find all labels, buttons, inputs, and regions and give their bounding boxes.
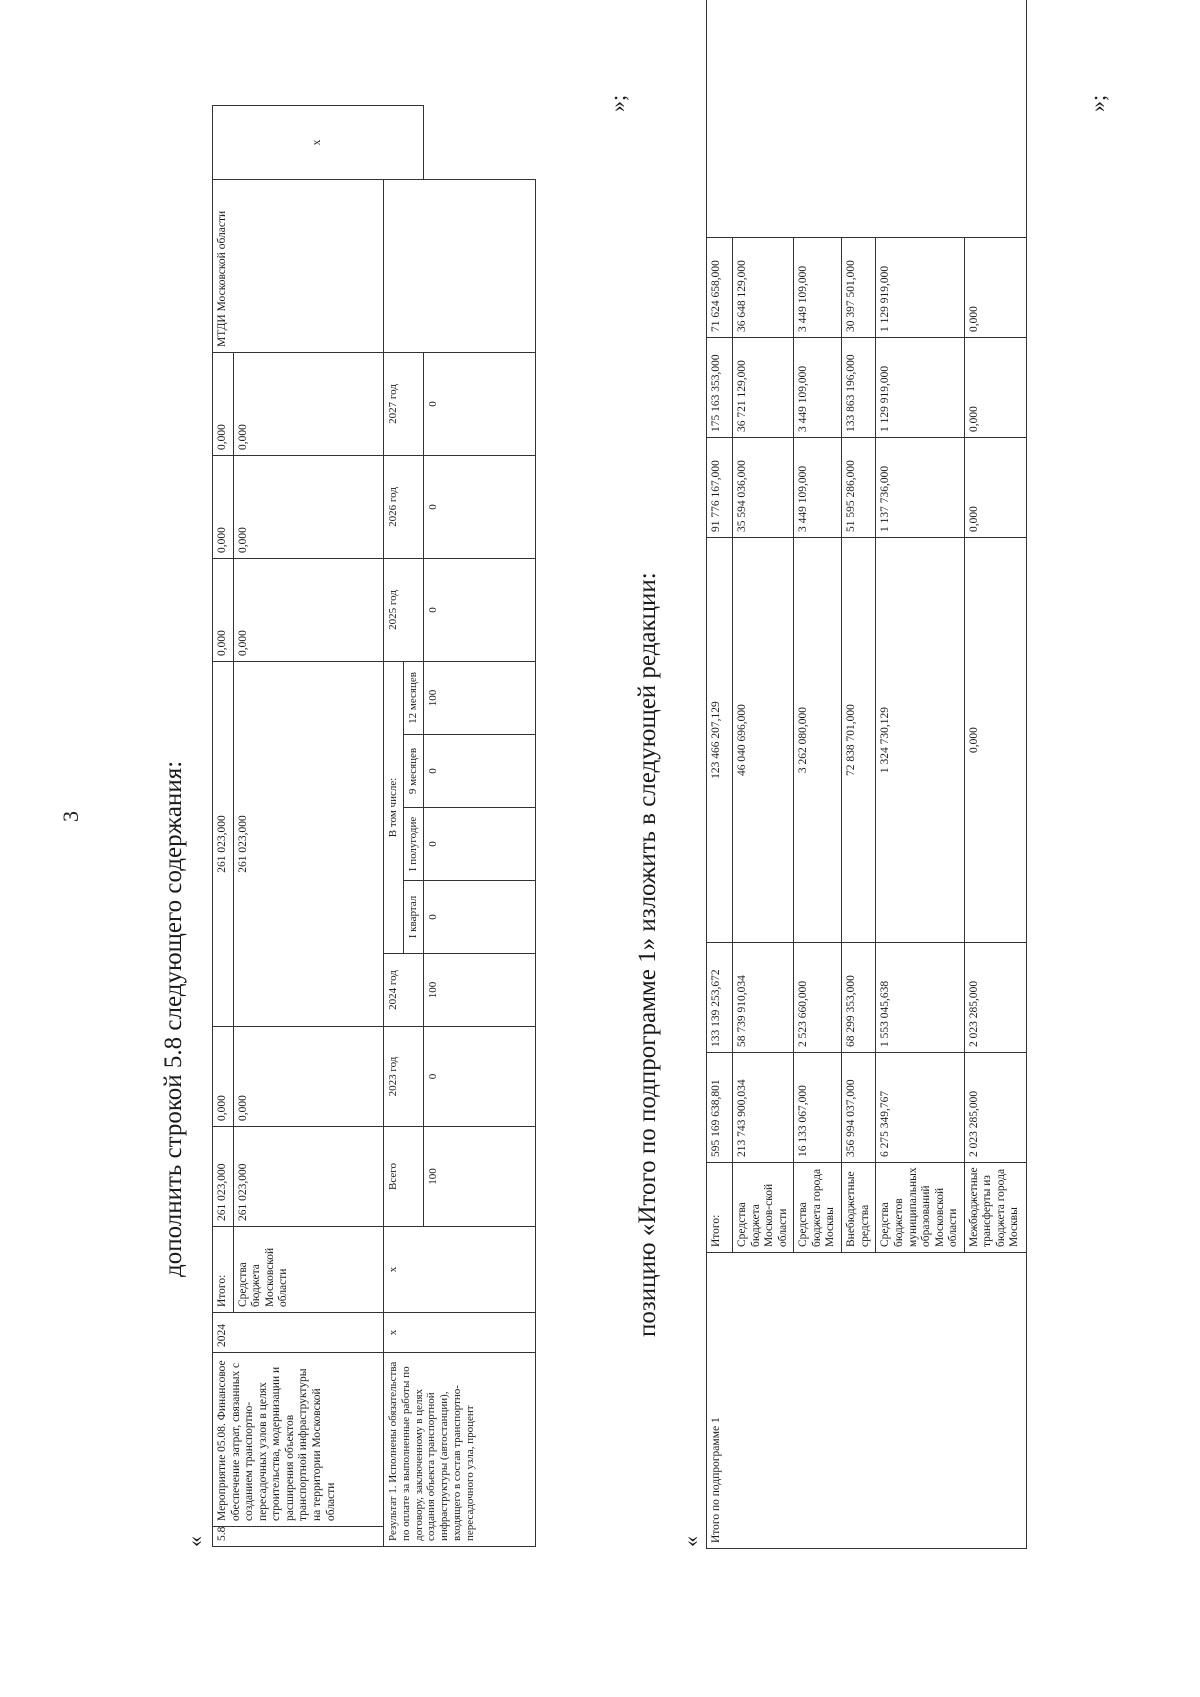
total-label: Итого: (213, 1227, 234, 1313)
hdr-total: Всего (383, 1127, 423, 1227)
subprogram-total-table (706, 0, 1027, 1549)
value-2027: 0,000 (964, 238, 1026, 338)
src-2024: 261 023,000 (233, 661, 383, 1026)
section2-close-quote: »; (1085, 94, 1110, 112)
hdr-2027: 2027 год (383, 352, 423, 455)
v-q1: 0 (423, 881, 535, 954)
value-all: 595 169 638,801 (707, 1053, 733, 1163)
row-label: Средства бюджета города Москвы (794, 1163, 842, 1253)
hdr-2026: 2026 год (383, 455, 423, 558)
hdr-h1: I полугодие (403, 808, 423, 881)
section2-heading: позицию «Итого по подпрограмме 1» изложить в следующей редакции: (634, 572, 661, 1337)
measure-name: Мероприятие 05.08. Финансовое обеспечение затрат, связанных с созданием транспортно-пересадочных узлов в целях строительства, модернизации и расширения объектов транспортной инфраструктуры на территории Московской области (213, 1353, 384, 1527)
total-row (707, 0, 733, 1549)
value-2027: 71 624 658,000 (707, 238, 733, 338)
value-2023: 68 299 353,000 (842, 943, 876, 1053)
value-2026: 0,000 (964, 338, 1026, 438)
v-2027: 0 (423, 352, 535, 455)
value-2023: 133 139 253,672 (707, 943, 733, 1053)
hdr-incl: В том числе: (383, 661, 403, 953)
result-x-mark: х (213, 105, 424, 179)
value-2023: 2 023 285,000 (964, 943, 1026, 1053)
row-label: Внебюджетные средства (842, 1163, 876, 1253)
executor-empty (707, 0, 1027, 238)
value-2027: 1 129 919,000 (876, 238, 964, 338)
result-name: Результат 1. Исполнены обязательства по оплате за выполненные работы по договору, заключенному в целях создания объекта транспортной инфраструктуры (автостанции), входящего в состав транспортно-пересадочного узла, процент (383, 1353, 535, 1547)
subprogram-title: Итого по подпрограмме 1 (707, 1253, 1027, 1549)
result-x2: х (383, 1227, 535, 1313)
src-2023: 0,000 (233, 1027, 383, 1127)
page-number: 3 (58, 811, 83, 822)
hdr-9m: 9 месяцев (403, 735, 423, 808)
section1-heading: дополнить строкой 5.8 следующего содержания: (160, 760, 187, 1277)
total-2023: 0,000 (213, 1027, 234, 1127)
hdr-2023: 2023 год (383, 1027, 423, 1127)
value-2024: 3 262 080,000 (794, 538, 842, 943)
result-x1: х (383, 1313, 535, 1353)
row-5-8-total (213, 105, 234, 1546)
value-2026: 133 863 196,000 (842, 338, 876, 438)
v-2026: 0 (423, 455, 535, 558)
total-2024: 261 023,000 (213, 661, 234, 1026)
value-all: 2 023 285,000 (964, 1053, 1026, 1163)
value-2025: 0,000 (964, 438, 1026, 538)
executor: МТДИ Московской области (213, 179, 384, 352)
value-2027: 3 449 109,000 (794, 238, 842, 338)
total-2025: 0,000 (213, 558, 234, 661)
section1-open-quote: « (182, 1536, 207, 1547)
value-2026: 1 129 919,000 (876, 338, 964, 438)
value-2026: 175 163 353,000 (707, 338, 733, 438)
value-2027: 36 648 129,000 (733, 238, 794, 338)
hdr-2025: 2025 год (383, 558, 423, 661)
value-2024: 72 838 701,000 (842, 538, 876, 943)
total-2027: 0,000 (213, 352, 234, 455)
measure-year: 2024 (213, 1313, 384, 1353)
value-2027: 30 397 501,000 (842, 238, 876, 338)
value-all: 6 275 349,767 (876, 1053, 964, 1163)
value-2023: 2 523 660,000 (794, 943, 842, 1053)
v-9m: 0 (423, 735, 535, 808)
value-2024: 0,000 (964, 538, 1026, 943)
section1-close-quote: »; (605, 94, 630, 112)
value-2025: 91 776 167,000 (707, 438, 733, 538)
v-2023: 0 (423, 1027, 535, 1127)
src-2026: 0,000 (233, 455, 383, 558)
src-all: 261 023,000 (233, 1127, 383, 1227)
value-2025: 3 449 109,000 (794, 438, 842, 538)
value-2023: 1 553 045,638 (876, 943, 964, 1053)
value-2026: 3 449 109,000 (794, 338, 842, 438)
result-header-row (383, 105, 403, 1546)
value-2025: 1 137 736,000 (876, 438, 964, 538)
row-label: Межбюджетные трансферты из бюджета города Москвы (964, 1163, 1026, 1253)
v-h1: 0 (423, 808, 535, 881)
hdr-q1: I квартал (403, 881, 423, 954)
value-2025: 51 595 286,000 (842, 438, 876, 538)
v-2025: 0 (423, 558, 535, 661)
total-all: 261 023,000 (213, 1127, 234, 1227)
row-label: Средства бюджета Москов-ской области (733, 1163, 794, 1253)
value-2024: 1 324 730,129 (876, 538, 964, 943)
section1-table (212, 105, 536, 1547)
value-2023: 58 739 910,034 (733, 943, 794, 1053)
v-2024: 100 (423, 954, 535, 1027)
v-12m: 100 (423, 661, 535, 734)
source-label: Средства бюджета Московской области (233, 1227, 383, 1313)
row-label: Средства бюджетов муниципальных образований Московской области (876, 1163, 964, 1253)
hdr-2024: 2024 год (383, 954, 423, 1027)
value-2026: 36 721 129,000 (733, 338, 794, 438)
row-number: 5.8 (213, 1527, 384, 1547)
v-total: 100 (423, 1127, 535, 1227)
row-label: Итого: (707, 1163, 733, 1253)
value-2025: 35 594 036,000 (733, 438, 794, 538)
section2-open-quote: « (678, 1536, 703, 1547)
total-2026: 0,000 (213, 455, 234, 558)
value-all: 16 133 067,000 (794, 1053, 842, 1163)
src-2027: 0,000 (233, 352, 383, 455)
result-executor-empty (383, 179, 535, 352)
value-2024: 123 466 207,129 (707, 538, 733, 943)
value-all: 213 743 900,034 (733, 1053, 794, 1163)
src-2025: 0,000 (233, 558, 383, 661)
hdr-12m: 12 месяцев (403, 661, 423, 734)
value-2024: 46 040 696,000 (733, 538, 794, 943)
value-all: 356 994 037,000 (842, 1053, 876, 1163)
